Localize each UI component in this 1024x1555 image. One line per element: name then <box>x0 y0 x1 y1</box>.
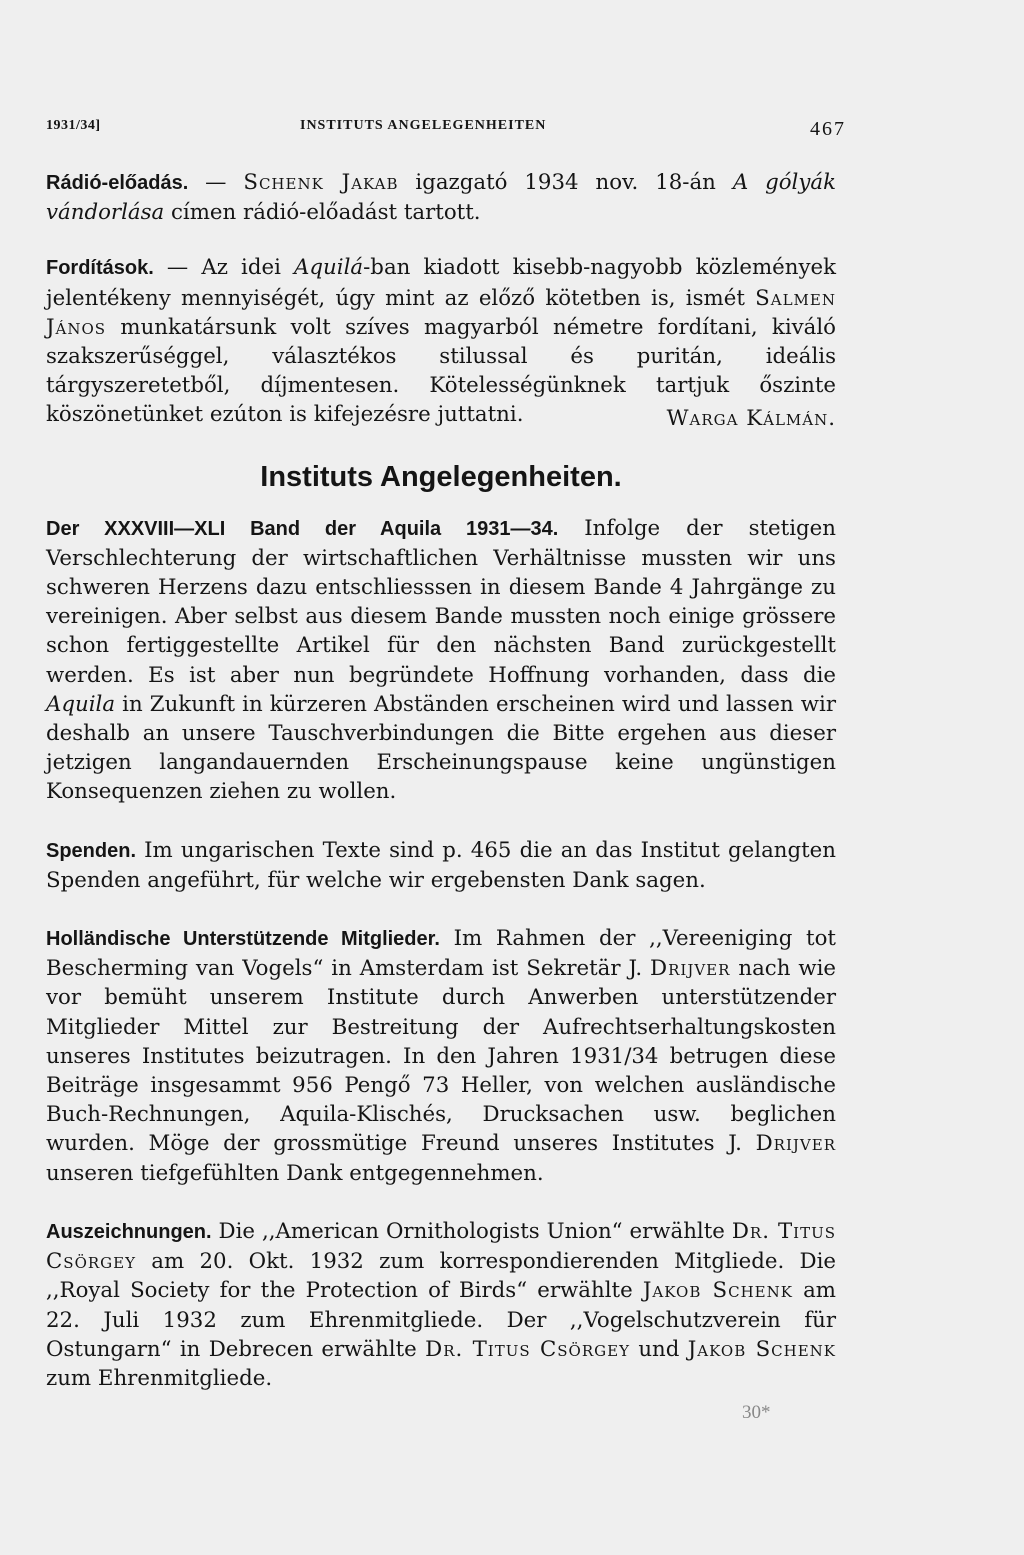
dash: — <box>188 170 244 195</box>
body-text: -ban kiadott kisebb-nagyobb közlemények jelentékeny mennyiségét, úgy mint az előző kötetben is, ismét <box>46 255 836 311</box>
body-text: Die ,,American Ornithologists Union“ erwählte <box>211 1218 732 1244</box>
paragraph-radio-lecture <box>46 168 836 227</box>
paragraph-label: Holländische Unterstützende Mitglieder. <box>46 928 440 951</box>
person-name: Dr. Titus Csörgey <box>425 1336 630 1362</box>
body-text: munkatársunk volt szíves magyarból németre fordítani, kiváló szakszerűséggel, választékos stilussal és puritán, ideális tárgyszeretetből, díjmentesen. Kötelességünknek tartjuk őszinte köszönetünket ezúton is kifejezésre juttatni. <box>46 314 836 428</box>
body-text: am 22. Juli 1932 zum Ehrenmitgliede. Der ,,Vogelschutzverein für Ostungarn“ in Debrecen erwählte <box>46 1278 836 1362</box>
person-name: Jakob Schenk <box>687 1336 837 1362</box>
section-heading: Instituts Angelegenheiten. <box>260 460 622 493</box>
body-text: — Az idei <box>153 255 295 281</box>
header-volume: 1931/34] <box>46 118 101 133</box>
paragraph-label: Der XXXVIII—XLI Band der Aquila 1931—34. <box>46 517 559 540</box>
paragraph-label: Spenden. <box>46 839 137 862</box>
paragraph-aquila-volume <box>46 514 836 807</box>
page-body <box>46 168 836 1422</box>
paragraph-dutch-members <box>46 924 836 1188</box>
page-number: 467 <box>810 118 846 140</box>
body-text: zum Ehrenmitgliede. <box>46 1365 273 1391</box>
author-signature: Warga Kálmán. <box>666 406 836 432</box>
journal-name: Aquilá <box>294 255 364 281</box>
body-text: Im Rahmen der ,,Vereeniging tot Bescherming van Vogels“ in Amsterdam ist Sekretär J. <box>46 926 836 982</box>
body-text: igazgató 1934 nov. 18-án <box>398 170 733 195</box>
person-name: Drijver <box>755 1131 836 1157</box>
person-name: Salmen János <box>46 285 836 340</box>
body-text: und <box>630 1336 688 1362</box>
paragraph-label: Auszeichnungen. <box>46 1220 212 1243</box>
body-text: in Zukunft in kürzeren Abständen erscheinen wird und lassen wir deshalb an unsere Tauschverbindungen die Bitte ergehen aus dieser jetzigen langandauernden Erscheinungspause keine ungünstigen Konsequenzen ziehen zu wollen. <box>46 691 836 805</box>
header-title: INSTITUTS ANGELEGENHEITEN <box>300 118 547 133</box>
paragraph-label: Rádió-előadás. <box>46 172 189 194</box>
body-text: Im ungarischen Texte sind p. 465 die an das Institut gelangten Spenden angeführt, für welche wir ergebensten Dank sagen. <box>46 837 836 893</box>
journal-name: Aquila <box>46 691 116 717</box>
paragraph-donations <box>46 836 836 895</box>
person-name: Dr. Titus Csörgey <box>46 1218 836 1275</box>
body-text: unseren tiefgefühlten Dank entgegennehmen. <box>46 1160 544 1186</box>
running-header <box>46 112 846 148</box>
paragraph-awards <box>46 1217 836 1393</box>
person-name: Drijver <box>650 956 731 982</box>
body-text: nach wie vor bemüht unserem Institute durch Anwerben unterstützender Mitglieder Mittel zur Bestreitung der Aufrechtserhaltungskosten unseres Institutes beizutragen. In den Jahren 1931/34 betrugen diese Beiträge insgesammt 956 Pengő 73 Heller, von welchen ausländische Buch-Rechnungen, Aquila-Klischés, Drucksachen usw. beglichen wurden. Möge der grossmütige Freund unseres Institutes J. <box>46 956 836 1157</box>
person-name: Schenk Jakab <box>243 170 399 195</box>
body-text: am 20. Okt. 1932 zum korrespondierenden Mitgliede. Die ,,Royal Society for the Protection of Birds“ erwählte <box>46 1249 836 1304</box>
person-name: Jakob Schenk <box>642 1278 793 1304</box>
signature-mark: 30* <box>742 1402 771 1423</box>
body-text: Infolge der stetigen Verschlechterung der wirtschaftlichen Verhältnisse mussten wir uns schweren Herzens dazu entschliesssen in diesem Bande 4 Jahrgänge zu vereinigen. Aber selbst aus diesem Bande mussten noch einige grössere schon fertiggestellte Artikel für den nächsten Band zurückgestellt werden. Es ist aber nun begründete Hoffnung vorhanden, dass die <box>46 515 836 688</box>
lecture-title: A gólyák vándorlása <box>46 170 836 226</box>
body-text: címen rádió-előadást tartott. <box>164 200 481 226</box>
paragraph-label: Fordítások. <box>46 257 154 280</box>
paragraph-translations <box>46 253 836 432</box>
